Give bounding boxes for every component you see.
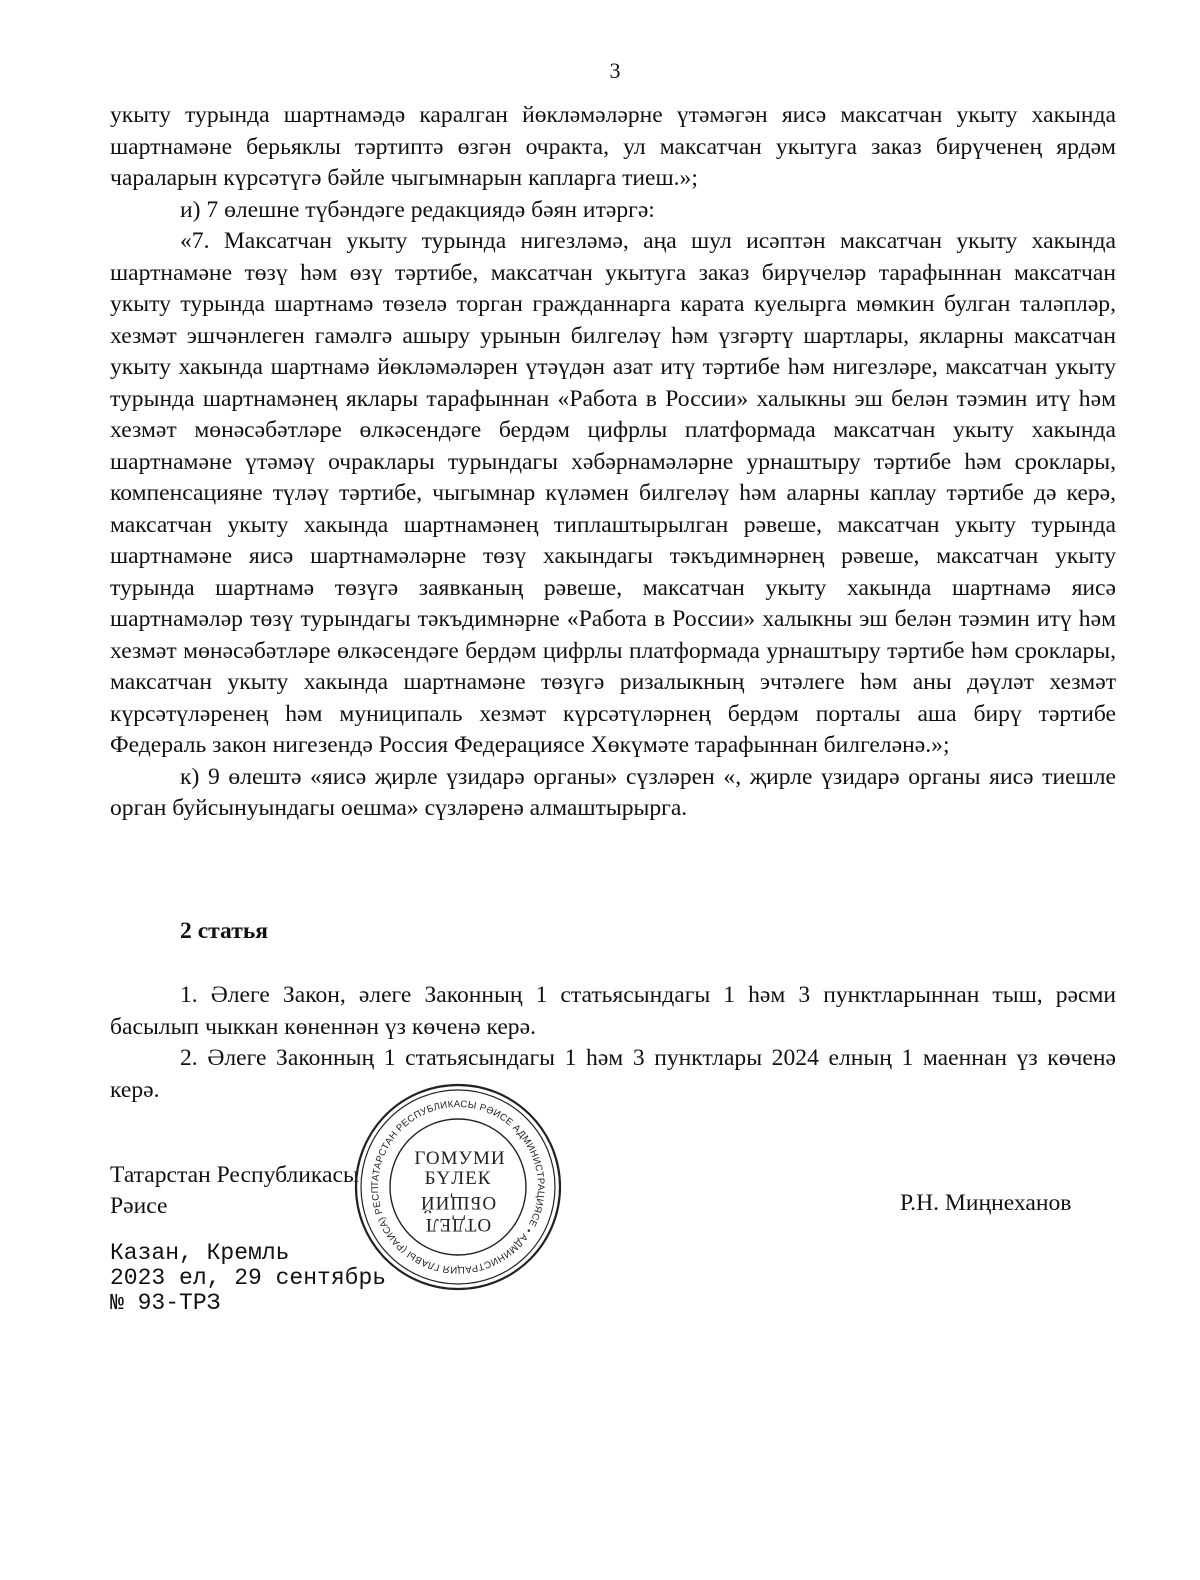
official-stamp — [349, 1074, 563, 1292]
signer-title-line1: Татарстан Республикасы — [110, 1162, 359, 1188]
stamp-line-4: ОБЩИЙ — [419, 1192, 497, 1213]
paragraph-item-k: к) 9 өлештә «яисә җирле үзидарә органы» сүзләрен «, җирле үзидарә органы яисә тиешле орган буйсынуындагы оешма» сүзләренә алмаштырырга. — [110, 763, 1116, 821]
place-city: Казан, Кремль — [110, 1240, 290, 1266]
article-2-item-1: 1. Әлеге Закон, әлеге Законның 1 статьясындагы 1 һәм 3 пунктларыннан тыш, рәсми басылып чыккан көненнән үз көченә керә. — [110, 982, 1116, 1040]
place-date-number — [110, 1241, 386, 1316]
article-heading: 2 статья — [180, 918, 269, 944]
signer-name: Р.Н. Миңнеханов — [900, 1190, 1072, 1216]
stamp-line-3: ОТДЕЛ — [424, 1214, 492, 1235]
article-2-text — [110, 980, 1116, 1106]
paragraph-part-7: «7. Максатчан укыту турында нигезләмә, аңа шул исәптән максатчан укыту хакында шартнамәне төзү һәм өзү тәртибе, максатчан укытуга заказ бирүчеләр тарафыннан максатчан укыту турында шартнамә төзелә торган гражданнарга карата куелырга мөмкин булган таләпләр, хезмәт эшчәнлеген гамәлгә ашыру урынын билгеләү һәм үзгәртү шартлары, якларны максатчан укыту хакында шартнамә йөкләмәләрен үтәүдән азат итү тәртибе һәм нигезләре, максатчан укыту турында шартнамәнең яклары тарафыннан «Работа в России» халыкны эш белән тәэмин итү һәм хезмәт мөнәсәбәтләре өлкәсендәге бердәм цифрлы платформада максатчан укыту хакында шартнамәне үтәмәү очраклары турындагы хәбәрнамәләрне урнаштыру тәртибе һәм сроклары, компенсацияне түләү тәртибе, чыгымнар күләмен билгеләү һәм аларны каплау тәртибе дә керә, максатчан укыту хакында шартнамәнең типлаштырылган рәвеше, максатчан укыту турында шартнамәне яисә шартнамәләрне төзү хакындагы тәкъдимнәрнең рәвеше, максатчан укыту турында шартнамә төзүгә заявканың рәвеше, максатчан укыту хакында шартнамә яисә шартнамәләр төзү турындагы тәкъдимнәрне «Работа в России» халыкны эш белән тәэмин итү һәм хезмәт мөнәсәбәтләре өлкәсендәге бердәм цифрлы платформада урнаштыру тәртибе һәм сроклары, максатчан укыту хакында шартнамәне төзүгә ризалыкның эчтәлеге һәм аны дәүләт хезмәт күрсәтүләренең һәм муниципаль хезмәт күрсәтүләрнең бердәм порталы аша бирү тәртибе Федераль закон нигезендә Россия Федерациясе Хөкүмәте тарафыннан билгеләнә.»; — [110, 228, 1116, 758]
stamp-line-2: БҮЛЕК — [424, 1168, 492, 1189]
page-number: 3 — [609, 58, 621, 83]
place-date: 2023 ел, 29 сентябрь — [110, 1265, 387, 1291]
stamp-seal-icon — [349, 1074, 563, 1292]
signer-title-line2: Рәисе — [110, 1193, 168, 1219]
law-text-continuation — [110, 100, 1116, 825]
stamp-line-1: ГОМУМИ — [414, 1148, 506, 1169]
article-2-item-2: 2. Әлеге Законның 1 статьясындагы 1 һәм 3 пунктлары 2024 елның 1 маеннан үз көченә керә. — [110, 1045, 1116, 1103]
paragraph-item-i: и) 7 өлешне түбәндәге редакциядә бәян итәргә: — [180, 196, 655, 223]
law-number: № 93-ТРЗ — [110, 1290, 221, 1316]
stamp-ring-text: ТАТАРСТАН РЕСПУБЛИКАСЫ РӘИСЕ АДМИНИСТРАЦИЯСЕ • АДМИНИСТРАЦИЯ ГЛАВЫ (РАИСА) РЕСПУБЛИКИ ТАТАРСТАН • — [349, 1074, 547, 1276]
signer-title — [110, 1160, 359, 1222]
paragraph-continuation: укыту турында шартнамәдә каралган йөкләмәләрне үтәмәгән яисә максатчан укыту хакында шартнамәне берьяклы тәртиптә өзгән очракта, ул максатчан укытуга заказ бирүченең ярдәм чараларын күрсәтүгә бәйле чыгымнарын капларга тиеш.»; — [110, 102, 1116, 191]
